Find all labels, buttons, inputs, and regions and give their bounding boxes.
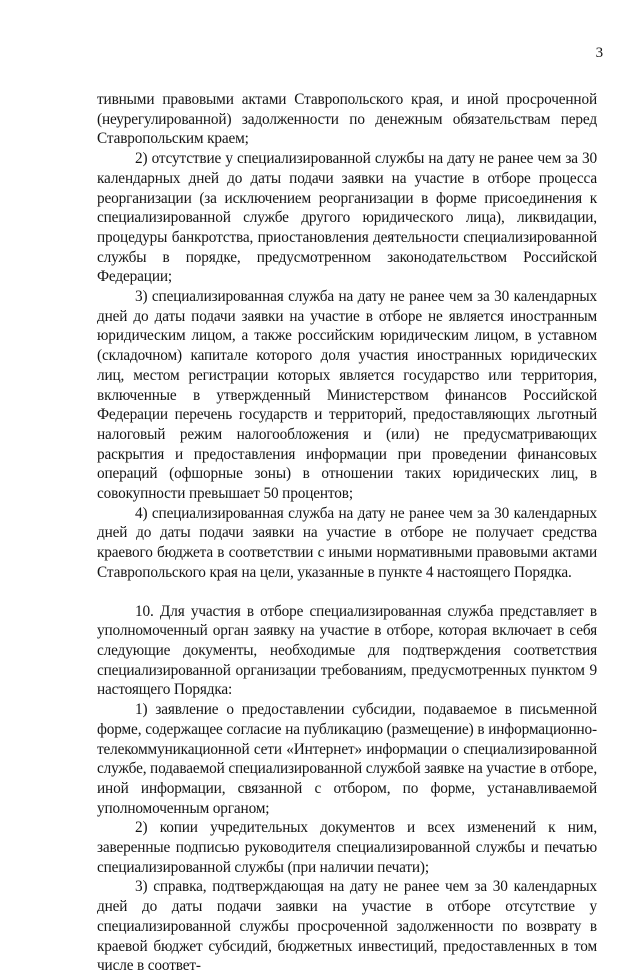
document-body (97, 90, 597, 976)
paragraph-item-3: 3) специализированная служба на дату не ранее чем за 30 календарных дней до даты подачи заявки на участие в отборе не является иностранным юридическим лицом, а также российским юридическим лицом, в уставном (складочном) капитале которого доля участия иностранных юридических лиц, местом регистрации которых является государство или территория, включенные в утвержденный Министерством финансов Российской Федерации перечень государств и территорий, предоставляющих льготный налоговый режим налогообложения и (или) не предусматривающих раскрытия и предоставления информации при проведении финансовых операций (офшорные зоны) в отношении таких юридических лиц, в совокупности превышает 50 процентов; (97, 288, 597, 503)
paragraph-doc-3: 3) справка, подтверждающая на дату не ранее чем за 30 календарных дней до даты подачи заявки на участие в отборе отсутствие у специализированной службы просроченной задолженности по возврату в краевой бюджет субсидий, бюджетных инвестиций, предоставленных в том числе в соответ- (97, 878, 597, 975)
paragraph-doc-1: 1) заявление о предоставлении субсидии, подаваемое в письменной форме, содержащее согласие на публикацию (размещение) в информационно-телекоммуникационной сети «Интернет» информации о специализированной службе, подаваемой специализированной службой заявке на участие в отборе, иной информации, связанной с отбором, по форме, устанавливаемой уполномоченным органом; (97, 701, 597, 817)
paragraph-continuation: тивными правовыми актами Ставропольского края, и иной просроченной (неурегулированной) задолженности по денежным обязательствам перед Ставропольским краем; (97, 91, 597, 148)
paragraph-item-4: 4) специализированная служба на дату не ранее чем за 30 календарных дней до даты подачи заявки на участие в отборе не получает средства краевого бюджета в соответствии с иными нормативными правовыми актами Ставропольского края на цели, указанные в пункте 4 настоящего Порядка. (97, 504, 597, 581)
page-number: 3 (595, 45, 603, 61)
paragraph-item-2: 2) отсутствие у специализированной службы на дату не ранее чем за 30 календарных дней до даты подачи заявки на участие в отборе процесса реорганизации (за исключением реорганизации в форме присоединения к специализированной службе другого юридического лица), ликвидации, процедуры банкротства, приостановления деятельности специализированной службы в порядке, предусмотренном законодательством Российской Федерации; (97, 150, 597, 286)
paragraph-clause-10: 10. Для участия в отборе специализированная служба представляет в уполномоченный орган заявку на участие в отборе, которая включает в себя следующие документы, необходимые для подтверждения соответствия специализированной организации требованиям, предусмотренных пунктом 9 настоящего Порядка: (97, 602, 597, 699)
paragraph-doc-2: 2) копии учредительных документов и всех изменений к ним, заверенные подписью руководителя специализированной службы и печатью специализированной службы (при наличии печати); (97, 819, 597, 876)
